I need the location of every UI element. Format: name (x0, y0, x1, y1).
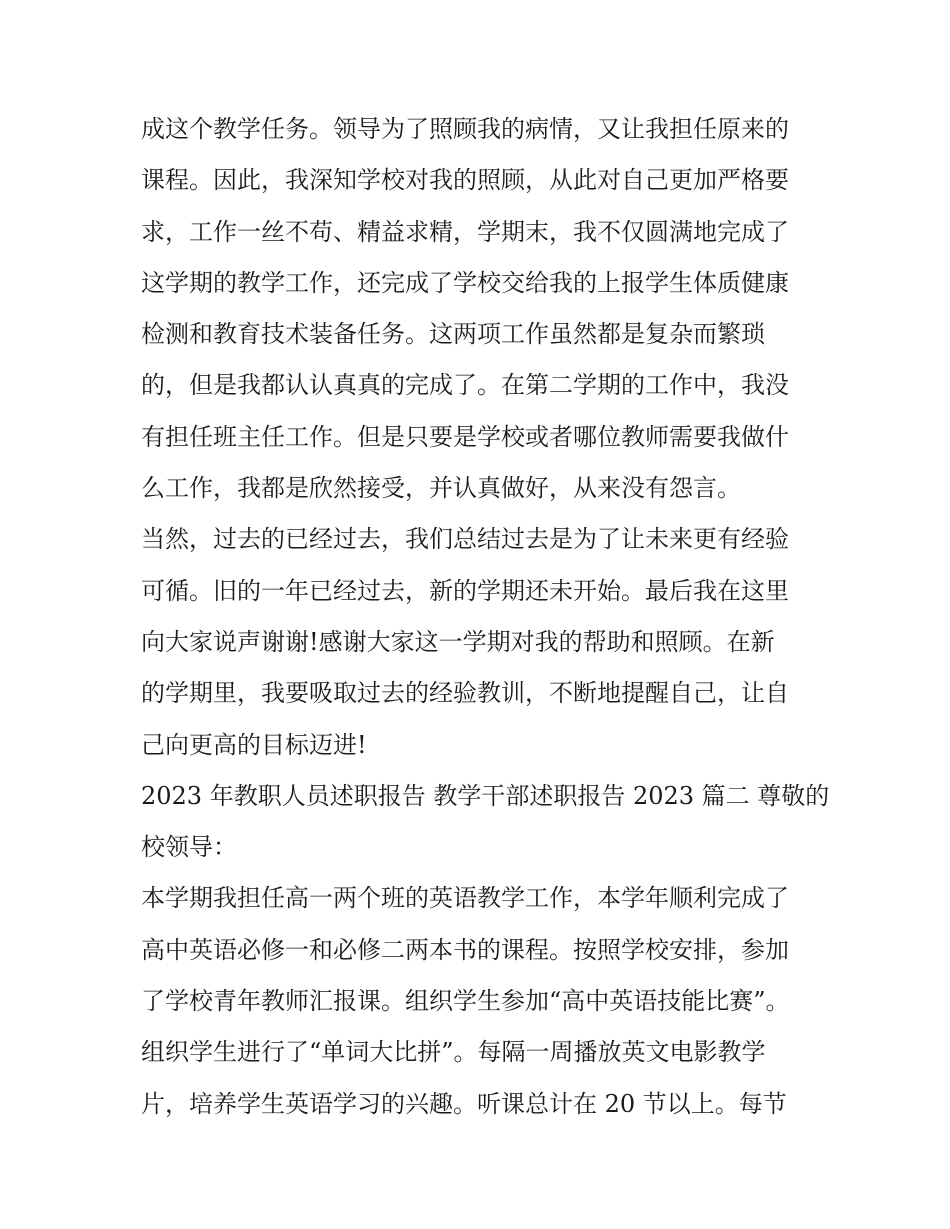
document-body (141, 104, 830, 1130)
text-line: 么工作，我都是欣然接受，并认真做好，从来没有怨言。 (141, 474, 741, 503)
text-line: 课程。因此，我深知学校对我的照顾，从此对自己更加严格要 (141, 166, 789, 195)
text-line: 检测和教育技术装备任务。这两项工作虽然都是复杂而繁琐 (141, 320, 765, 349)
section-heading-line: 2023 年教职人员述职报告 教学干部述职报告 2023 篇二 尊敬的 (141, 781, 830, 810)
text-line: 了学校青年教师汇报课。组织学生参加“高中英语技能比赛”。 (141, 987, 790, 1016)
text-line: 组织学生进行了“单词大比拼”。每隔一周播放英文电影教学 (141, 1038, 766, 1067)
text-line: 当然，过去的已经过去，我们总结过去是为了让未来更有经验 (141, 525, 789, 554)
text-line: 这学期的教学工作，还完成了学校交给我的上报学生体质健康 (141, 268, 789, 297)
text-line: 片，培养学生英语学习的兴趣。听课总计在 20 节以上。每节 (141, 1089, 787, 1118)
salutation-line: 校领导： (141, 833, 237, 862)
text-line: 高中英语必修一和必修二两本书的课程。按照学校安排，参加 (141, 935, 789, 964)
text-line: 本学期我担任高一两个班的英语教学工作，本学年顺利完成了 (141, 884, 789, 913)
text-line: 可循。旧的一年已经过去，新的学期还未开始。最后我在这里 (141, 576, 789, 605)
text-line: 己向更高的目标迈进! (141, 730, 367, 759)
text-line: 的，但是我都认认真真的完成了。在第二学期的工作中，我没 (141, 371, 789, 400)
text-line: 求，工作一丝不苟、精益求精，学期末，我不仅圆满地完成了 (141, 217, 789, 246)
text-line: 向大家说声谢谢!感谢大家这一学期对我的帮助和照顾。在新 (141, 627, 775, 656)
text-line: 成这个教学任务。领导为了照顾我的病情，又让我担任原来的 (141, 115, 789, 143)
text-line: 的学期里，我要吸取过去的经验教训，不断地提醒自己，让自 (141, 679, 789, 708)
text-line: 有担任班主任工作。但是只要是学校或者哪位教师需要我做什 (141, 422, 789, 451)
